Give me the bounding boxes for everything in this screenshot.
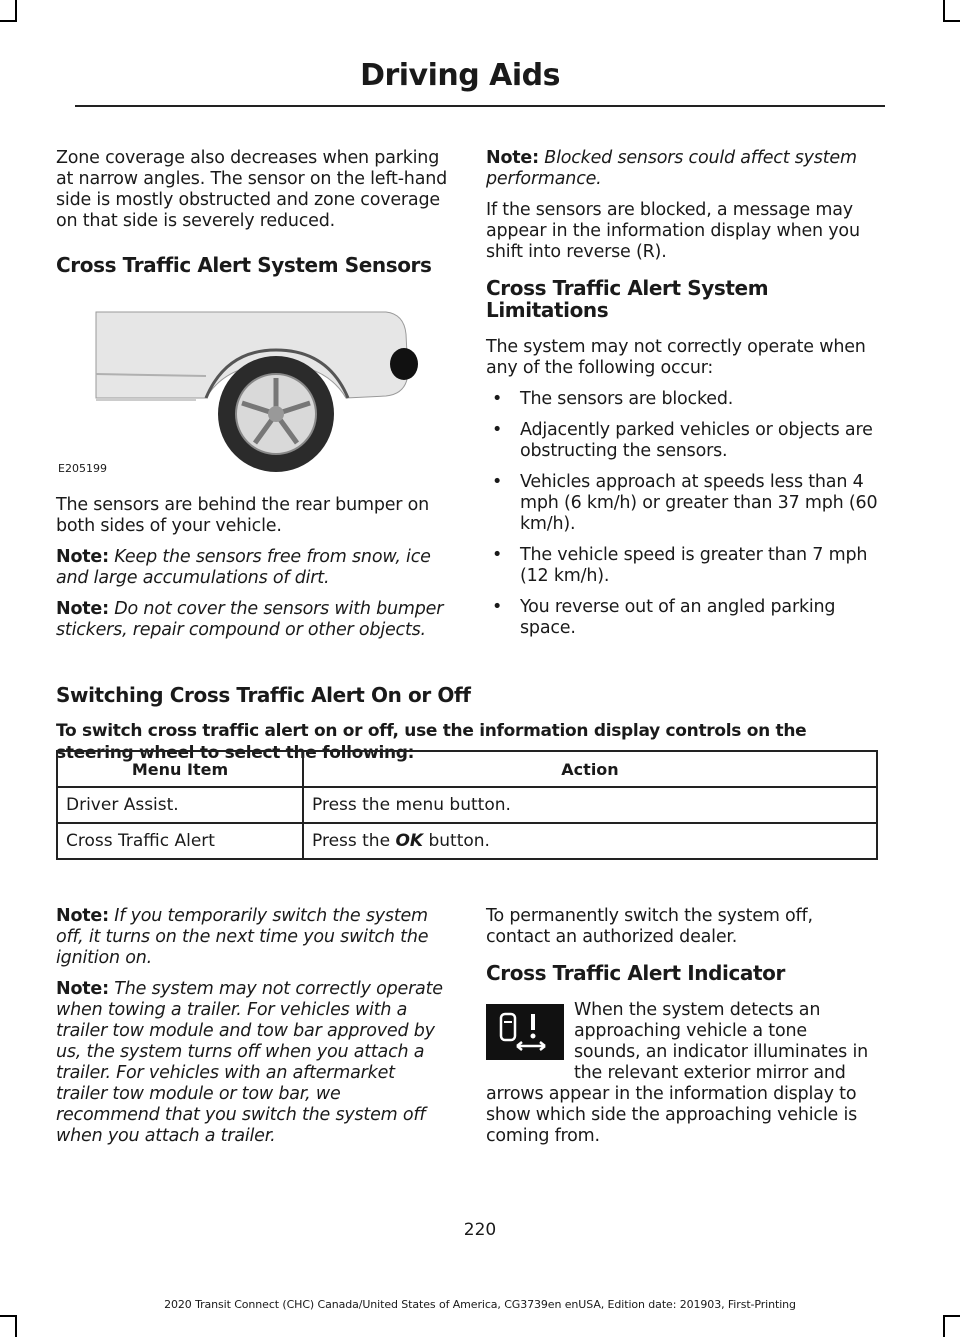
table-header-row xyxy=(57,751,877,787)
note-label: Note: xyxy=(56,906,109,926)
note-text: Blocked sensors could affect system performance. xyxy=(486,148,857,189)
list-item: • The sensors are blocked. xyxy=(486,389,878,410)
switching-heading: Switching Cross Traffic Alert On or Off xyxy=(56,683,471,707)
menu-item-cell: Cross Traffic Alert xyxy=(57,823,303,859)
note-towing xyxy=(56,979,448,1147)
crop-mark xyxy=(15,1315,17,1337)
action-text: Press the xyxy=(312,831,396,851)
note-keep-free xyxy=(56,547,448,589)
action-cell: Press the menu button. xyxy=(303,787,877,823)
limitations-heading: Cross Traffic Alert System Limitations xyxy=(486,276,769,322)
zone-coverage-paragraph: Zone coverage also decreases when parking at narrow angles. The sensor on the left-hand side is mostly obstructed and zone coverage on that side is severely reduced. xyxy=(56,148,448,231)
note-text: Do not cover the sensors with bumper stickers, repair compound or other objects. xyxy=(56,599,444,640)
limitations-list xyxy=(486,389,878,639)
crop-mark xyxy=(943,0,945,22)
column-header: Action xyxy=(303,751,877,787)
column-header: Menu Item xyxy=(57,751,303,787)
crop-mark xyxy=(943,1315,945,1337)
indicator-heading: Cross Traffic Alert Indicator xyxy=(486,961,785,985)
footer-text: 2020 Transit Connect (CHC) Canada/United States of America, CG3739en enUSA, Edition date: 201903, First-Printing xyxy=(164,1298,796,1311)
bottom-left-column xyxy=(56,906,448,1157)
action-cell xyxy=(303,823,877,859)
crop-mark xyxy=(15,0,17,22)
note-label: Note: xyxy=(486,148,539,168)
list-item: • Adjacently parked vehicles or objects are obstructing the sensors. xyxy=(486,420,878,462)
sensors-blocked-paragraph: If the sensors are blocked, a message may appear in the information display when you shift into reverse (R). xyxy=(486,200,860,262)
sensors-heading: Cross Traffic Alert System Sensors xyxy=(56,253,432,277)
note-temporary-off xyxy=(56,906,448,969)
crop-mark xyxy=(0,20,17,22)
list-item: • You reverse out of an angled parking space. xyxy=(486,597,878,639)
list-item: • The vehicle speed is greater than 7 mph (12 km/h). xyxy=(486,545,878,587)
note-text: Keep the sensors free from snow, ice and large accumulations of dirt. xyxy=(56,547,431,588)
note-do-not-cover xyxy=(56,599,448,641)
switching-instruction: To switch cross traffic alert on or off, use the information display controls on the steering wheel to select the following: xyxy=(56,721,807,763)
header-divider xyxy=(75,105,885,107)
page-number: 220 xyxy=(463,1220,497,1240)
note-label: Note: xyxy=(56,599,109,619)
indicator-paragraph: When the system detects an approaching vehicle a tone sounds, an indicator illuminates in the relevant exterior mirror and arrows appear in the information display to show which side the approaching vehicle is coming from. xyxy=(486,1000,868,1146)
table-row xyxy=(57,787,877,823)
menu-table xyxy=(56,750,878,860)
note-text: The system may not correctly operate when towing a trailer. For vehicles with a trailer tow module and tow bar approved by us, the system turns off when you attach a trailer. For vehicles with an aftermarket trailer tow module or tow bar, we recommend that you switch the system off when you attach a trailer. xyxy=(56,979,443,1146)
crop-mark xyxy=(0,1315,17,1317)
permanent-off-paragraph: To permanently switch the system off, contact an authorized dealer. xyxy=(486,906,813,947)
rear-bumper-figure xyxy=(56,304,446,479)
crop-mark xyxy=(943,1315,960,1317)
note-blocked-sensors xyxy=(486,148,878,190)
ok-button-label: OK xyxy=(395,831,424,851)
menu-item-cell: Driver Assist. xyxy=(57,787,303,823)
rear-wheel-illustration xyxy=(56,304,446,479)
left-column xyxy=(56,148,448,651)
limitations-intro: The system may not correctly operate when any of the following occur: xyxy=(486,337,866,378)
crop-mark xyxy=(943,20,960,22)
cross-traffic-alert-icon xyxy=(486,1004,564,1060)
note-label: Note: xyxy=(56,547,109,567)
note-text: If you temporarily switch the system off, it turns on the next time you switch the ignition on. xyxy=(56,906,429,968)
list-item: • Vehicles approach at speeds less than 4 mph (6 km/h) or greater than 37 mph (60 km/h). xyxy=(486,472,878,535)
page-title: Driving Aids xyxy=(360,58,560,93)
figure-code: E205199 xyxy=(58,462,107,475)
action-text: button. xyxy=(423,831,490,851)
bottom-right-column xyxy=(486,906,878,1157)
note-label: Note: xyxy=(56,979,109,999)
right-column xyxy=(486,148,878,649)
table-row xyxy=(57,823,877,859)
sensors-location-paragraph: The sensors are behind the rear bumper on both sides of your vehicle. xyxy=(56,495,430,536)
